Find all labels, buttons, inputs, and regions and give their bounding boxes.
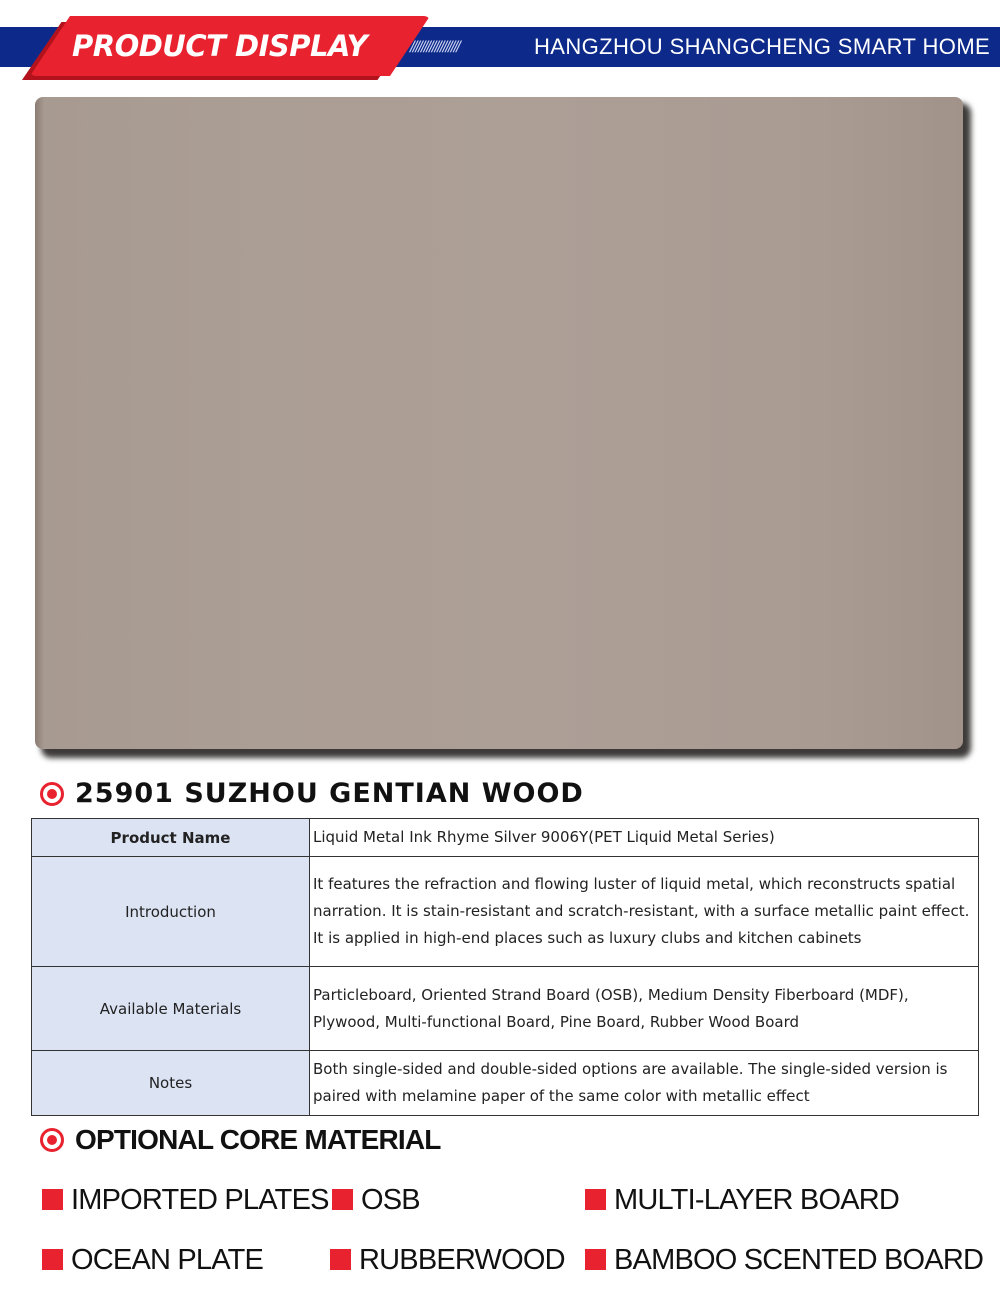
square-bullet-icon [585, 1189, 606, 1210]
target-bullet-icon [40, 782, 64, 806]
square-bullet-icon [42, 1189, 63, 1210]
product-swatch-frame [35, 97, 965, 752]
company-name: HANGZHOU SHANGCHENG SMART HOME [534, 34, 991, 59]
banner-title: PRODUCT DISPLAY [72, 29, 368, 63]
row-value: Both single-sided and double-sided options are available. The single-sided version is paired with melamine paper of the same color with metallic effect [310, 1051, 979, 1116]
banner-slash-decoration: ////////////////// [410, 39, 459, 55]
spec-table [31, 818, 979, 1116]
core-material-label: OCEAN PLATE [71, 1244, 264, 1276]
square-bullet-icon [332, 1189, 353, 1210]
table-row [32, 857, 979, 967]
header-banner [0, 0, 1000, 80]
square-bullet-icon [585, 1249, 606, 1270]
row-label: Notes [32, 1051, 310, 1116]
core-material-label: MULTI-LAYER BOARD [614, 1184, 900, 1216]
target-bullet-icon [40, 1128, 64, 1152]
row-label: Available Materials [32, 967, 310, 1051]
core-material-label: BAMBOO SCENTED BOARD [614, 1244, 984, 1276]
row-label: Introduction [32, 857, 310, 967]
table-row [32, 819, 979, 857]
core-material-label: RUBBERWOOD [359, 1244, 565, 1276]
square-bullet-icon [42, 1249, 63, 1270]
core-material-label: IMPORTED PLATES [71, 1184, 329, 1216]
table-row [32, 967, 979, 1051]
core-material-title: OPTIONAL CORE MATERIAL [75, 1124, 441, 1155]
product-title: 25901 SUZHOU GENTIAN WOOD [75, 778, 584, 809]
square-bullet-icon [330, 1249, 351, 1270]
row-value: Particleboard, Oriented Strand Board (OSB), Medium Density Fiberboard (MDF), Plywood, Multi-functional Board, Pine Board, Rubber Wood Board [310, 967, 979, 1051]
core-material-label: OSB [361, 1184, 420, 1216]
product-swatch-image [35, 97, 963, 749]
row-label: Product Name [32, 819, 310, 857]
table-row [32, 1051, 979, 1116]
row-value: Liquid Metal Ink Rhyme Silver 9006Y(PET Liquid Metal Series) [310, 819, 979, 857]
row-value: It features the refraction and flowing luster of liquid metal, which reconstructs spatial narration. It is stain-resistant and scratch-resistant, with a surface metallic paint effect. It is applied in high-end places such as luxury clubs and kitchen cabinets [310, 857, 979, 967]
